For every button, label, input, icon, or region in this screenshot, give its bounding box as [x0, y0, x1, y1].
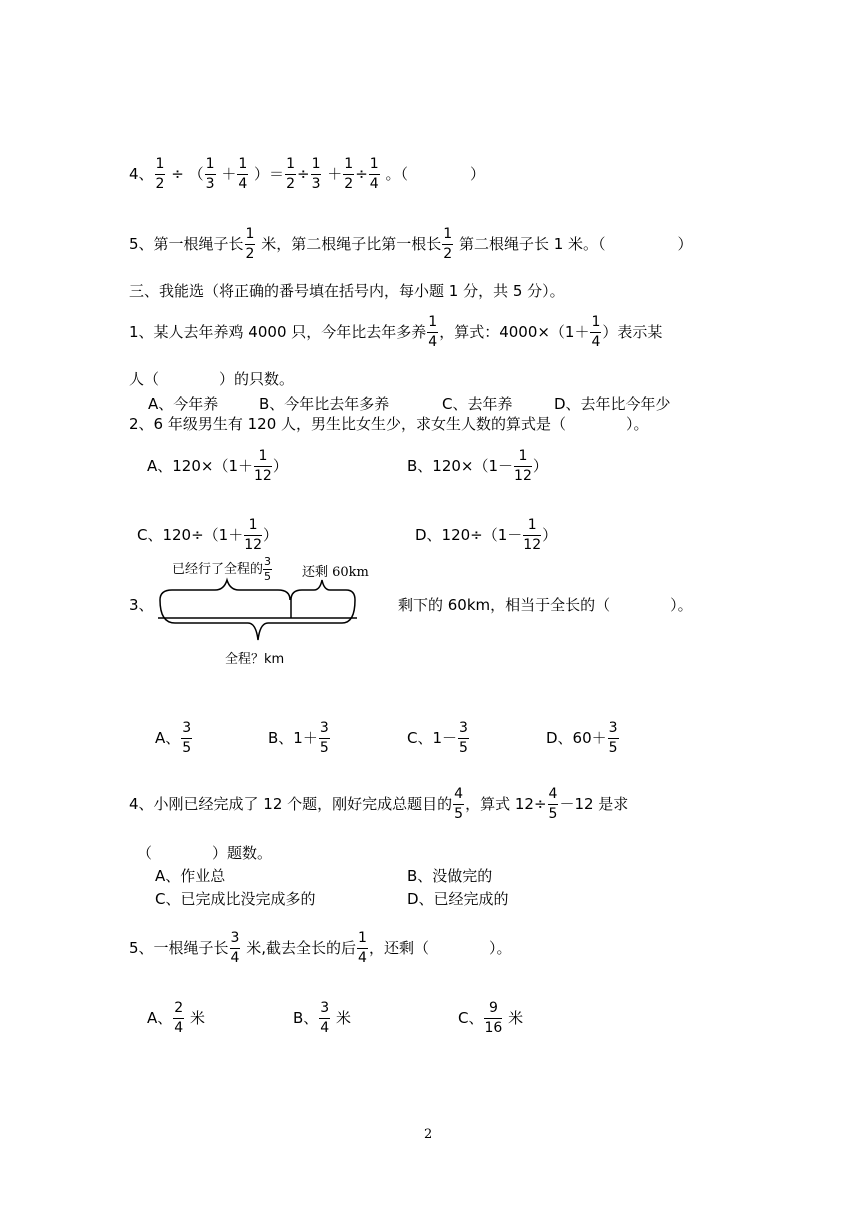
- fraction: $\frac{3}{5}$: [608, 720, 618, 756]
- q3-2-option-d: D、120÷（1－ $\frac{1}{12}$ ）: [415, 517, 558, 553]
- fraction: $\frac{2}{4}$: [174, 1000, 184, 1036]
- fraction: $\frac{4}{5}$: [454, 786, 464, 822]
- q3-1-option-a: A、今年养: [148, 395, 219, 413]
- fraction: $\frac{1}{4}$: [428, 314, 438, 350]
- q3-4-option-a: A、作业总: [155, 867, 226, 885]
- label-remaining: 还剩 60km: [302, 565, 369, 580]
- question-text: ，算式：4000×（1＋: [439, 323, 590, 341]
- page-number: 2: [424, 1127, 433, 1142]
- operator: ÷: [296, 165, 310, 183]
- fraction: $\frac{1}{2}$: [443, 226, 453, 262]
- question-text: ，算式 12÷: [465, 795, 547, 813]
- question-text: ）表示某: [602, 323, 663, 341]
- q3-3-stem: 剩下的 60km，相当于全长的（ ）。: [398, 596, 693, 614]
- operator: ＋: [327, 165, 343, 183]
- fraction: $\frac{4}{5}$: [548, 786, 558, 822]
- q3-3-number: 3、: [129, 596, 154, 614]
- fraction: $\frac{1}{2}$: [286, 156, 295, 192]
- fraction: $\frac{9}{16}$: [484, 1000, 503, 1036]
- fraction: $\frac{3}{4}$: [320, 1000, 330, 1036]
- q3-4-line: [129, 786, 628, 823]
- question-text: 米，第二根绳子比第一根长: [256, 235, 442, 253]
- operator: ÷: [355, 165, 368, 183]
- q3-2-option-c: C、120÷（1＋ $\frac{1}{12}$ ）: [137, 517, 279, 553]
- question-text: －12 是求: [559, 795, 629, 813]
- fraction: $\frac{1}{12}$: [244, 517, 263, 553]
- question-text: 5、第一根绳子长: [129, 235, 244, 253]
- q3-4-option-d: D、已经完成的: [407, 890, 509, 908]
- section-heading: 三、我能选（将正确的番号填在括号内，每小题 1 分，共 5 分）。: [129, 282, 565, 300]
- q3-5-option-a: A、 $\frac{2}{4}$ 米: [147, 1000, 205, 1036]
- fraction: $\frac{3}{5}$: [182, 720, 192, 756]
- q3-1-line: [129, 314, 662, 351]
- q3-4-option-c: C、已完成比没完成多的: [155, 890, 316, 908]
- question-number: 4、: [129, 165, 154, 183]
- answer-paren: 。（: [385, 165, 408, 183]
- fraction: $\frac{1}{4}$: [238, 156, 248, 192]
- fraction: $\frac{1}{3}$: [205, 156, 215, 192]
- fraction: $\frac{1}{12}$: [514, 448, 532, 484]
- q3-5-line: [129, 930, 511, 967]
- paren: （: [188, 165, 204, 183]
- fraction: $\frac{1}{2}$: [245, 226, 255, 262]
- brace-total: [160, 600, 355, 640]
- fraction: $\frac{1}{12}$: [254, 448, 272, 484]
- q3-1-option-d: D、去年比今年少: [554, 395, 671, 413]
- q3-4-line2: （ ）题数。: [137, 844, 273, 862]
- question-text: 第二根绳子长 1 米。（: [454, 235, 606, 253]
- q3-3-option-d: D、60＋ $\frac{3}{5}$: [546, 720, 618, 756]
- q3-3-option-c: C、1－ $\frac{3}{5}$: [407, 720, 468, 756]
- q3-3-option-b: B、1＋ $\frac{3}{5}$: [268, 720, 329, 756]
- q3-1-option-b: B、今年比去年多养: [259, 395, 390, 413]
- fraction: $\frac{1}{4}$: [591, 314, 601, 350]
- q3-2-stem: 2、6 年级男生有 120 人，男生比女生少，求女生人数的算式是（ ）。: [129, 415, 649, 433]
- fraction: $\frac{1}{12}$: [523, 517, 542, 553]
- q3-4-option-b: B、没做完的: [407, 867, 493, 885]
- answer-paren: ）: [677, 235, 693, 253]
- question-text: 1、某人去年养鸡 4000 只，今年比去年多养: [129, 323, 427, 341]
- fraction: $\frac{1}{2}$: [155, 156, 165, 192]
- brace-remaining: [291, 580, 355, 600]
- fraction: $\frac{3}{5}$: [459, 720, 468, 756]
- fraction: $\frac{1}{4}$: [369, 156, 379, 192]
- operator: ）＝: [254, 165, 285, 183]
- operator: ＋: [221, 165, 237, 183]
- q3-1-line2: 人（ ）的只数。: [129, 370, 295, 388]
- q3-5-option-c: C、 $\frac{9}{16}$ 米: [458, 1000, 524, 1036]
- label-total: 全程？km: [225, 652, 285, 667]
- label-traveled: 已经行了全程的 $\frac{3}{5}$: [172, 555, 272, 583]
- question-text: 4、小刚已经完成了 12 个题，刚好完成总题目的: [129, 795, 453, 813]
- operator: ÷: [171, 165, 184, 183]
- fraction: $\frac{3}{5}$: [319, 720, 329, 756]
- q2-4-line: [129, 156, 485, 193]
- fraction: $\frac{1}{3}$: [311, 156, 321, 192]
- q3-2-option-a: A、120×（1＋ $\frac{1}{12}$ ）: [147, 448, 288, 484]
- fraction: $\frac{1}{4}$: [358, 930, 367, 966]
- q2-5-line: [129, 226, 693, 263]
- question-text: 米,截去全长的后: [241, 939, 357, 957]
- q3-5-option-b: B、 $\frac{3}{4}$ 米: [293, 1000, 351, 1036]
- question-text: ，还剩（ ）。: [368, 939, 512, 957]
- brace-traveled: [160, 580, 290, 600]
- q3-3-option-a: A、 $\frac{3}{5}$: [155, 720, 192, 756]
- q3-1-option-c: C、去年养: [442, 395, 513, 413]
- answer-paren: ）: [470, 165, 486, 183]
- fraction: $\frac{1}{2}$: [344, 156, 354, 192]
- question-text: 5、一根绳子长: [129, 939, 229, 957]
- fraction: $\frac{3}{5}$: [264, 555, 272, 583]
- fraction: $\frac{3}{4}$: [230, 930, 240, 966]
- q3-2-option-b: B、120×（1－ $\frac{1}{12}$ ）: [407, 448, 548, 484]
